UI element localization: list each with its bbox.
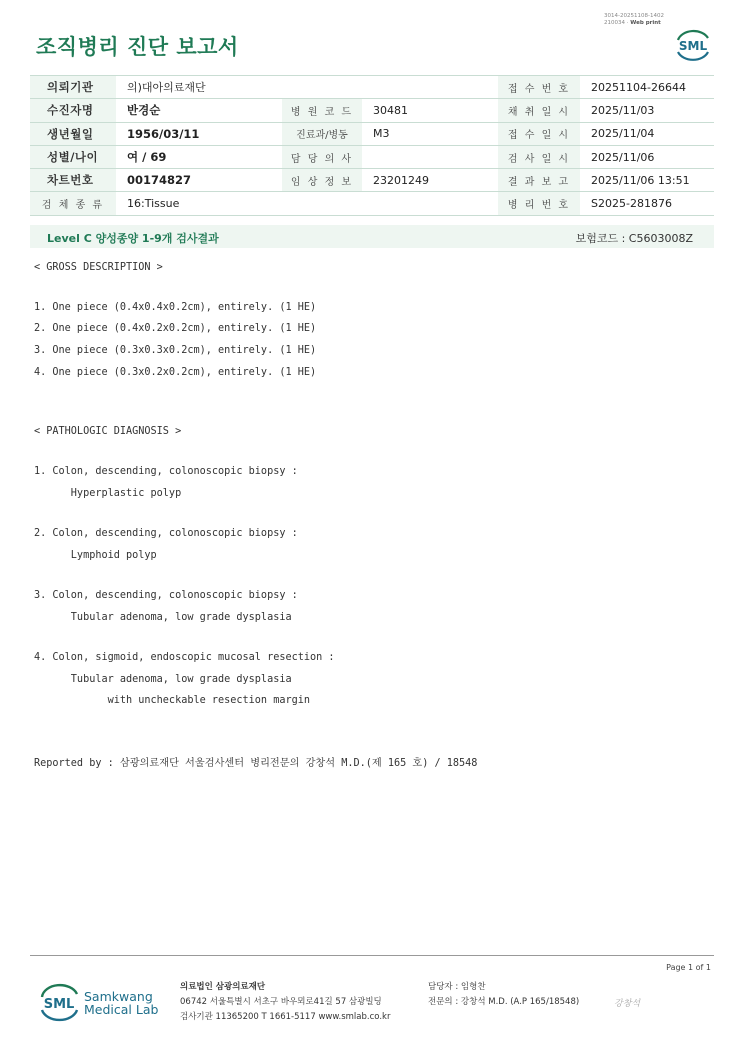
info-value: 2025/11/03 (580, 99, 714, 122)
info-label: 성별/나이 (30, 145, 116, 168)
diagnosis-result: Tubular adenoma, low grade dysplasia (34, 612, 292, 623)
info-label: 의뢰기관 (30, 76, 116, 99)
patient-info-table (30, 75, 714, 216)
info-value: S2025-281876 (580, 192, 714, 215)
diagnosis-result: Tubular adenoma, low grade dysplasia (34, 674, 292, 685)
diagnosis-site: 1. Colon, descending, colonoscopic biopsy : (34, 466, 298, 477)
gross-item: 2. One piece (0.4x0.2x0.2cm), entirely. (1 HE) (34, 323, 317, 334)
page-number: Page 1 of 1 (666, 963, 711, 972)
info-value: 30481 (362, 99, 498, 122)
diagnosis-site: 2. Colon, descending, colonoscopic biopsy : (34, 528, 298, 539)
info-row (30, 99, 714, 122)
print-stamp-web: Web print (630, 20, 661, 26)
brand-line2: Medical Lab (84, 1002, 159, 1017)
info-value: M3 (362, 122, 498, 145)
sml-logo-icon (672, 26, 714, 64)
info-value: 1956/03/11 (116, 122, 282, 145)
info-value: 00174827 (116, 169, 282, 192)
diagnosis-site: 3. Colon, descending, colonoscopic biopsy : (34, 590, 298, 601)
info-label: 접 수 번 호 (498, 76, 580, 99)
info-label: 채 취 일 시 (498, 99, 580, 122)
info-row (30, 76, 714, 99)
info-label: 수진자명 (30, 99, 116, 122)
info-value: 반경순 (116, 99, 282, 122)
info-value: 20251104-26644 (580, 76, 714, 99)
print-stamp-line2: 210034 · Web print (604, 20, 661, 26)
specialist: 전문의 : 강창석 M.D. (A.P 165/18548) (428, 997, 580, 1007)
info-value: 여 / 69 (116, 145, 282, 168)
info-label: 병 리 번 호 (498, 192, 580, 215)
sml-footer-logo-icon (37, 980, 82, 1024)
org-contact: 검사기관 11365200 T 1661-5117 www.smlab.co.kr (180, 1012, 391, 1022)
signature: 강창석 (614, 999, 641, 1009)
info-label: 차트번호 (30, 169, 116, 192)
info-row (30, 169, 714, 192)
info-label: 접 수 일 시 (498, 122, 580, 145)
gross-item: 1. One piece (0.4x0.4x0.2cm), entirely. (1 HE) (34, 302, 317, 313)
info-value: 의)대아의료재단 (116, 76, 498, 99)
reported-by: Reported by : 삼광의료재단 서울검사센터 병리전문의 강창석 M.D.(제 165 호) / 18548 (34, 758, 478, 769)
org-name: 의료법인 삼광의료재단 (180, 982, 266, 992)
diagnosis-result: Lymphoid polyp (34, 550, 157, 561)
org-address: 06742 서울특별시 서초구 바우뫼로41길 57 삼광빌딩 (180, 997, 382, 1007)
result-level-title: Level C 양성종양 1-9개 검사결과 (47, 232, 219, 245)
info-label: 결 과 보 고 (498, 169, 580, 192)
diagnosis-result: Hyperplastic polyp (34, 488, 182, 499)
info-label: 검 체 종 류 (30, 192, 116, 215)
manager: 담당자 : 임형찬 (428, 982, 486, 992)
info-row (30, 122, 714, 145)
gross-heading: < GROSS DESCRIPTION > (34, 262, 163, 273)
footer-org-info (180, 980, 390, 1025)
result-level-bar (30, 225, 714, 248)
gross-item: 4. One piece (0.3x0.2x0.2cm), entirely. (1 HE) (34, 367, 317, 378)
diagnosis-site: 4. Colon, sigmoid, endoscopic mucosal resection : (34, 652, 335, 663)
info-label: 병 원 코 드 (282, 99, 362, 122)
info-value: 2025/11/06 (580, 145, 714, 168)
info-value: 2025/11/04 (580, 122, 714, 145)
diagnosis-note: with uncheckable resection margin (34, 695, 311, 706)
footer-staff-info (428, 980, 579, 1010)
info-value (362, 145, 498, 168)
diagnosis-heading: < PATHOLOGIC DIAGNOSIS > (34, 426, 182, 437)
info-row (30, 192, 714, 215)
footer-brand (84, 990, 158, 1016)
info-row (30, 145, 714, 168)
svg-text:SML: SML (43, 997, 75, 1012)
svg-text:SML: SML (678, 39, 708, 53)
info-label: 진료과/병동 (282, 122, 362, 145)
info-label: 임 상 정 보 (282, 169, 362, 192)
info-value: 2025/11/06 13:51 (580, 169, 714, 192)
info-value: 23201249 (362, 169, 498, 192)
brand-line1: Samkwang (84, 989, 153, 1004)
info-label: 생년월일 (30, 122, 116, 145)
page-title: 조직병리 진단 보고서 (36, 35, 239, 59)
info-value: 16:Tissue (116, 192, 498, 215)
footer-divider (30, 955, 714, 956)
gross-item: 3. One piece (0.3x0.3x0.2cm), entirely. (1 HE) (34, 345, 317, 356)
print-stamp-code: 210034 (604, 20, 625, 26)
print-stamp (604, 13, 664, 27)
print-stamp-line1: 3014-20251108-1402 (604, 13, 664, 19)
info-label: 담 당 의 사 (282, 145, 362, 168)
insurance-code: 보험코드 : C5603008Z (575, 232, 693, 245)
info-label: 검 사 일 시 (498, 145, 580, 168)
